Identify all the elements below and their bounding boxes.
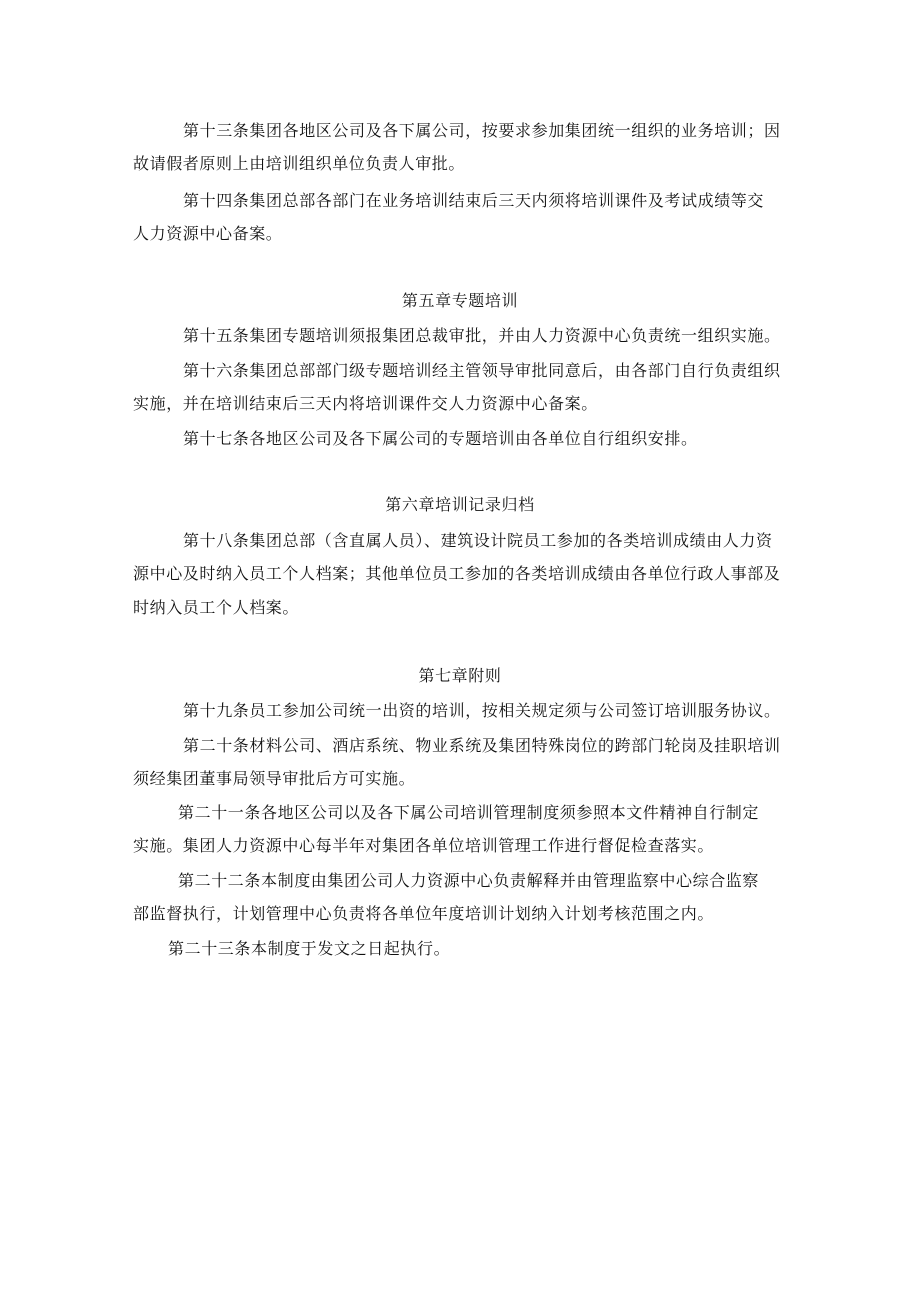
article-21-line-1: 第二十一条各地区公司以及各下属公司培训管理制度须参照本文件精神自行制定 [178,803,760,822]
article-18-line-2: 源中心及时纳入员工个人档案；其他单位员工参加的各类培训成绩由各单位行政人事部及 [133,564,781,583]
article-13-line-2: 故请假者原则上由培训组织单位负责人审批。 [133,154,466,173]
article-19-line-1: 第十九条员工参加公司统一出资的培训，按相关规定须与公司签订培训服务协议。 [183,701,781,720]
article-17-line-1: 第十七条各地区公司及各下属公司的专题培训由各单位自行组织安排。 [183,429,698,448]
article-18-line-3: 时纳入员工个人档案。 [133,598,300,617]
article-14-line-1: 第十四条集团总部各部门在业务培训结束后三天内须将培训课件及考试成绩等交 [183,191,765,210]
chapter-7-heading: 第七章附则 [418,666,502,685]
article-23-line-1: 第二十三条本制度于发文之日起执行。 [168,939,451,958]
chapter-6-heading: 第六章培训记录归档 [385,495,535,514]
article-14-line-2: 人力资源中心备案。 [133,224,283,243]
chapter-5-heading: 第五章专题培训 [401,291,519,310]
article-22-line-2: 部监督执行，计划管理中心负责将各单位年度培训计划纳入计划考核范围之内。 [133,904,715,923]
article-15-line-1: 第十五条集团专题培训须报集团总裁审批，并由人力资源中心负责统一组织实施。 [183,326,781,345]
article-20-line-1: 第二十条材料公司、酒店系统、物业系统及集团特殊岗位的跨部门轮岗及挂职培训 [183,736,781,755]
article-20-line-2: 须经集团董事局领导审批后方可实施。 [133,769,416,788]
article-13-line-1: 第十三条集团各地区公司及各下属公司，按要求参加集团统一组织的业务培训；因 [183,121,781,140]
article-16-line-1: 第十六条集团总部部门级专题培训经主管领导审批同意后，由各部门自行负责组织 [183,361,781,380]
article-16-line-2: 实施，并在培训结束后三天内将培训课件交人力资源中心备案。 [133,394,598,413]
article-22-line-1: 第二十二条本制度由集团公司人力资源中心负责解释并由管理监察中心综合监察 [178,871,760,890]
article-18-line-1: 第十八条集团总部（含直属人员）、建筑设计院员工参加的各类培训成绩由人力资 [183,531,773,550]
article-21-line-2: 实施。集团人力资源中心每半年对集团各单位培训管理工作进行督促检查落实。 [133,836,715,855]
